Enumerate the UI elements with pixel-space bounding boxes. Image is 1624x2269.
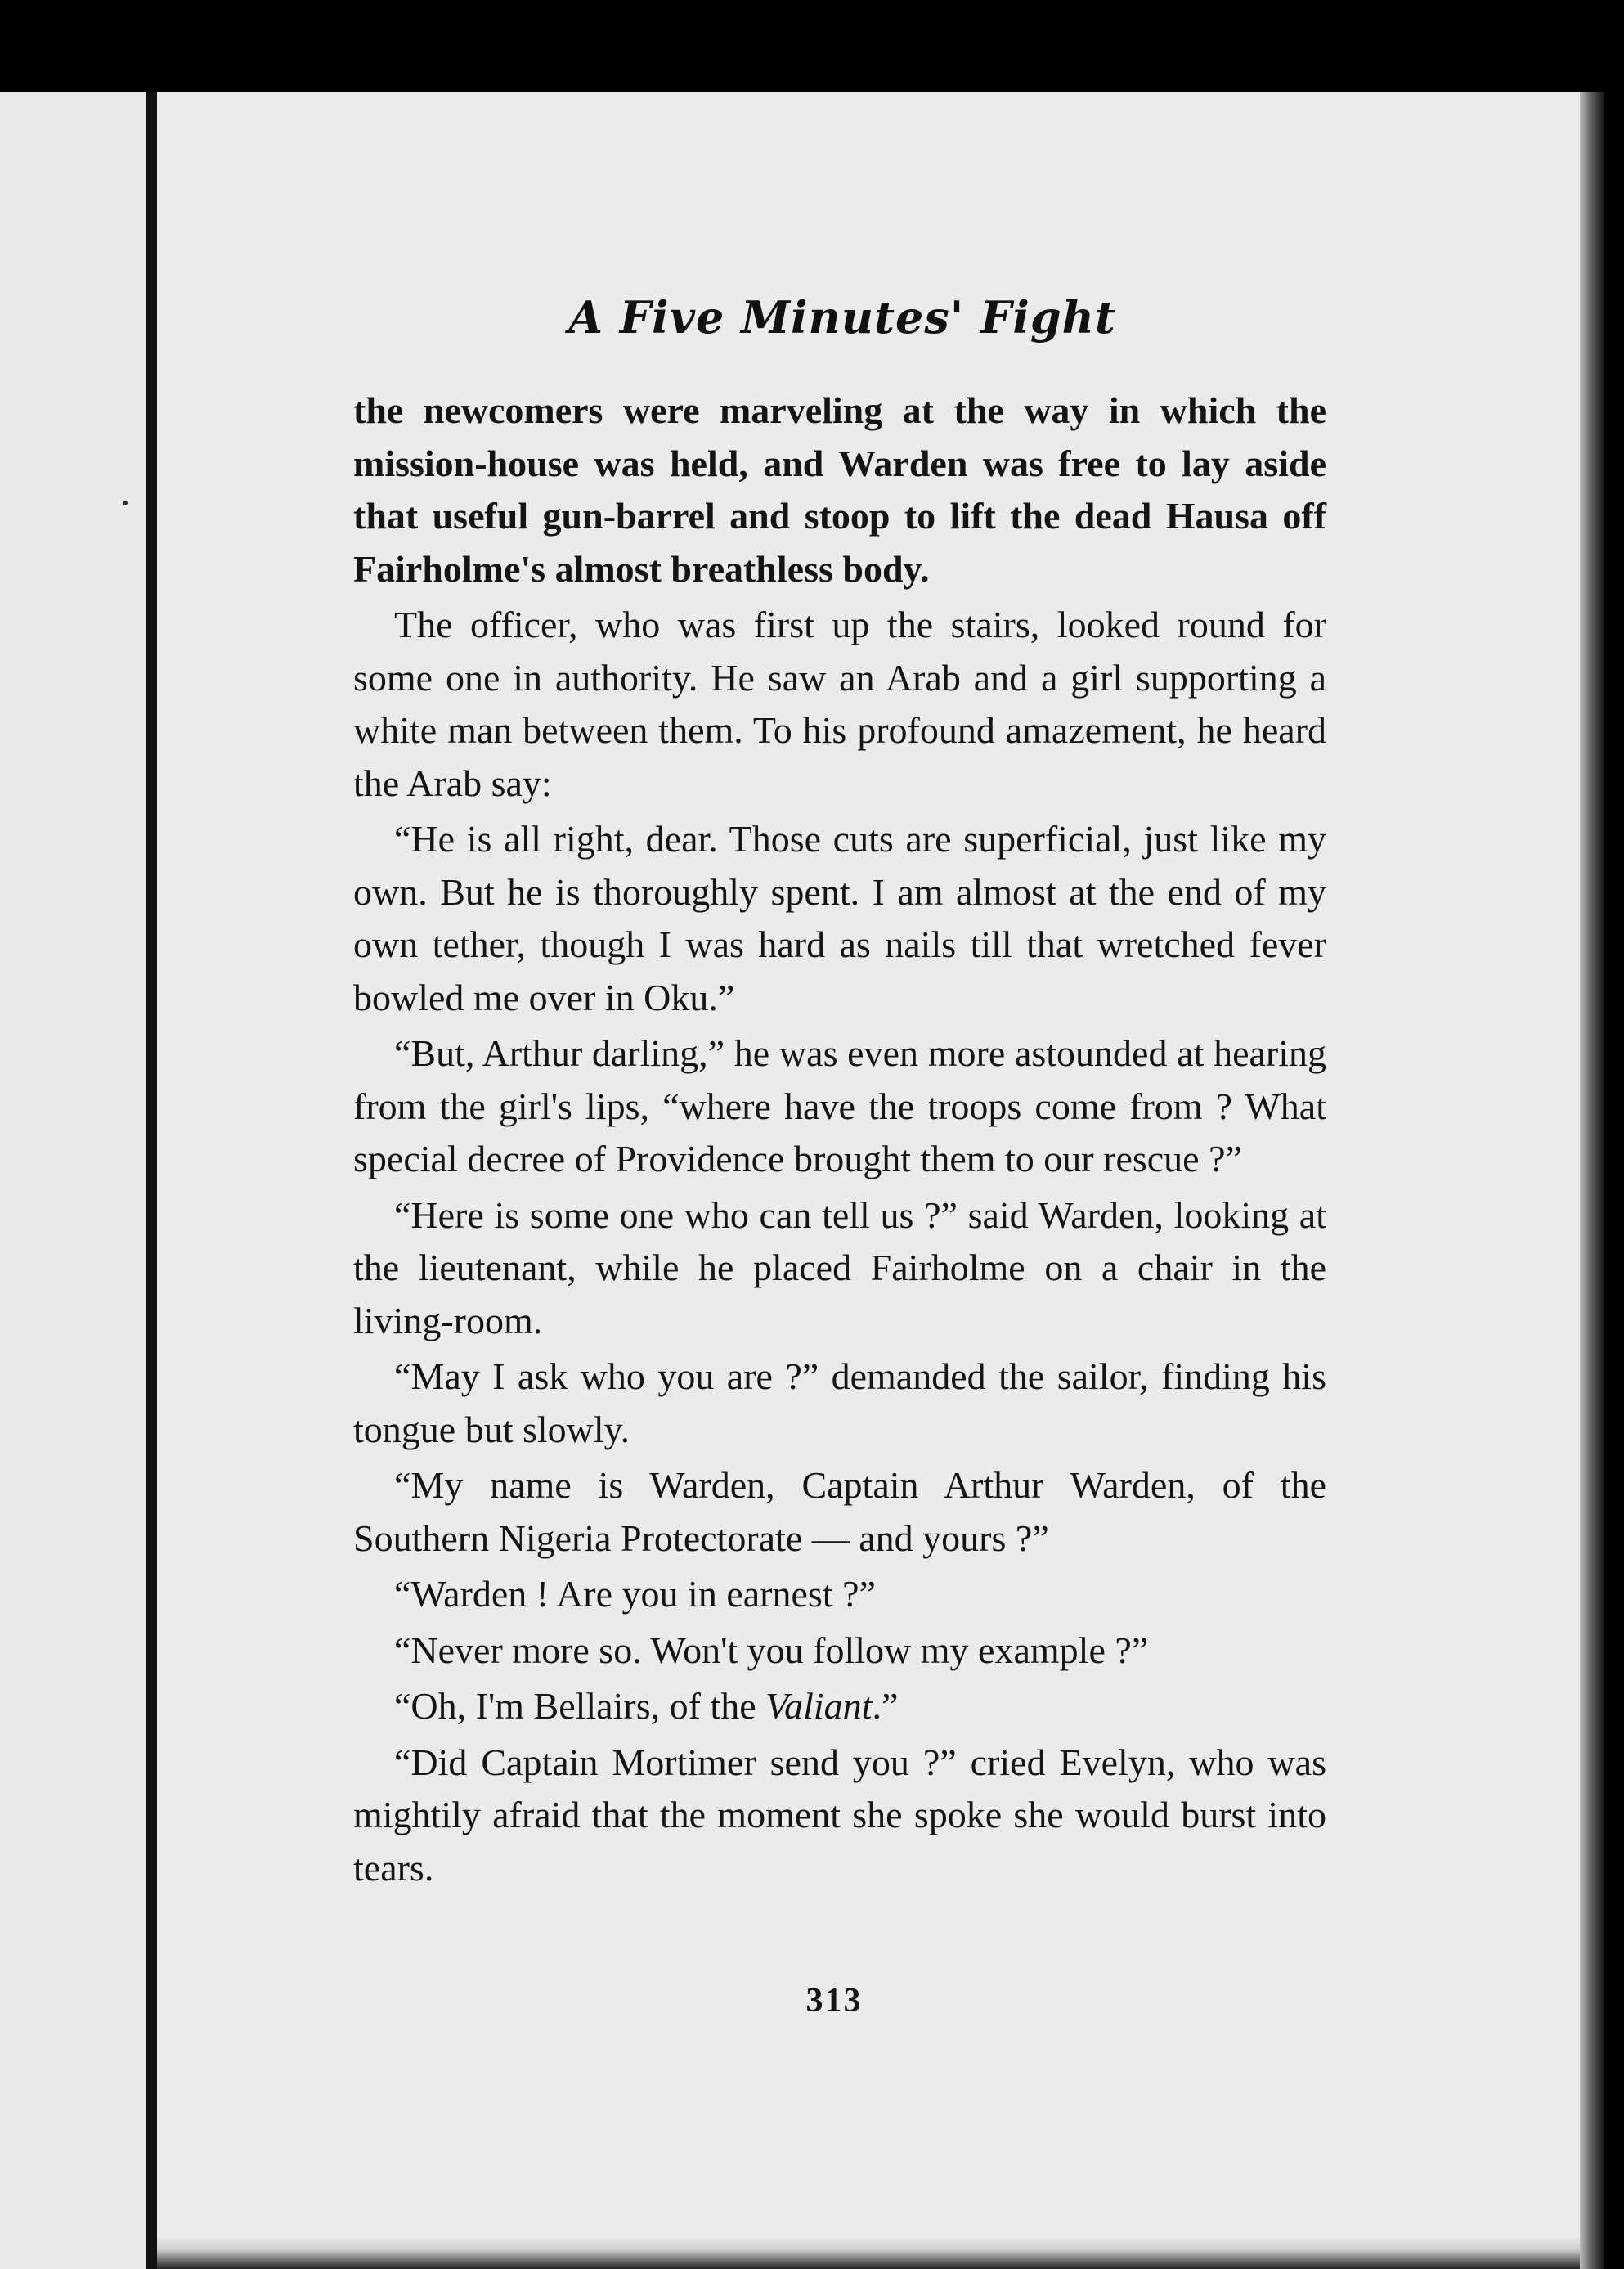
- page-bottom-edge: [157, 2236, 1580, 2269]
- paragraph: “Never more so. Won't you follow my example ?”: [394, 1629, 1149, 1671]
- scan-speck: [123, 501, 128, 505]
- dialogue-text: “Oh, I'm Bellairs, of the: [394, 1685, 766, 1727]
- page-number: 313: [805, 1982, 863, 2020]
- page-edge-shadow: [1580, 92, 1604, 2269]
- dialogue-text-end: .”: [872, 1685, 899, 1727]
- paragraph: the newcomers were marveling at the way in which the mission-house was held, and Warden was free to lay aside that useful gun-barrel and stoop to lift the dead Hausa off Fairholme's almost breathless body.: [353, 389, 1326, 590]
- paragraph: “May I ask who you are ?” demanded the sailor, finding his tongue but slowly.: [353, 1355, 1326, 1450]
- facing-page-edge: [0, 92, 146, 2269]
- book-gutter: [146, 92, 157, 2269]
- body-text: [353, 384, 1326, 1898]
- ship-name: Valiant: [765, 1685, 873, 1727]
- running-head: A Five Minutes' Fight: [568, 291, 1116, 344]
- paragraph: “He is all right, dear. Those cuts are superficial, just like my own. But he is thoroughly spent. I am almost at the end of my own tether, though I was hard as nails till that wretched fever bowled me over in Oku.”: [353, 818, 1326, 1018]
- paragraph-bellairs: [353, 1680, 1326, 1733]
- paragraph: The officer, who was first up the stairs, looked round for some one in authority. He saw an Arab and a girl supporting a white man between them. To his profound amazement, he heard the Arab say:: [353, 604, 1326, 804]
- paragraph: “My name is Warden, Captain Arthur Warden, of the Southern Nigeria Protectorate — and yours ?”: [353, 1464, 1326, 1559]
- paragraph: “Here is some one who can tell us ?” said Warden, looking at the lieutenant, while he placed Fairholme on a chair in the living-room.: [353, 1193, 1326, 1341]
- paragraph: “But, Arthur darling,” he was even more astounded at hearing from the girl's lips, “where have the troops come from ? What special decree of Providence brought them to our rescue ?”: [353, 1032, 1326, 1179]
- paragraph: “Did Captain Mortimer send you ?” cried Evelyn, who was mightily afraid that the moment she spoke she would burst into tears.: [353, 1741, 1326, 1889]
- paragraph: “Warden ! Are you in earnest ?”: [394, 1573, 876, 1615]
